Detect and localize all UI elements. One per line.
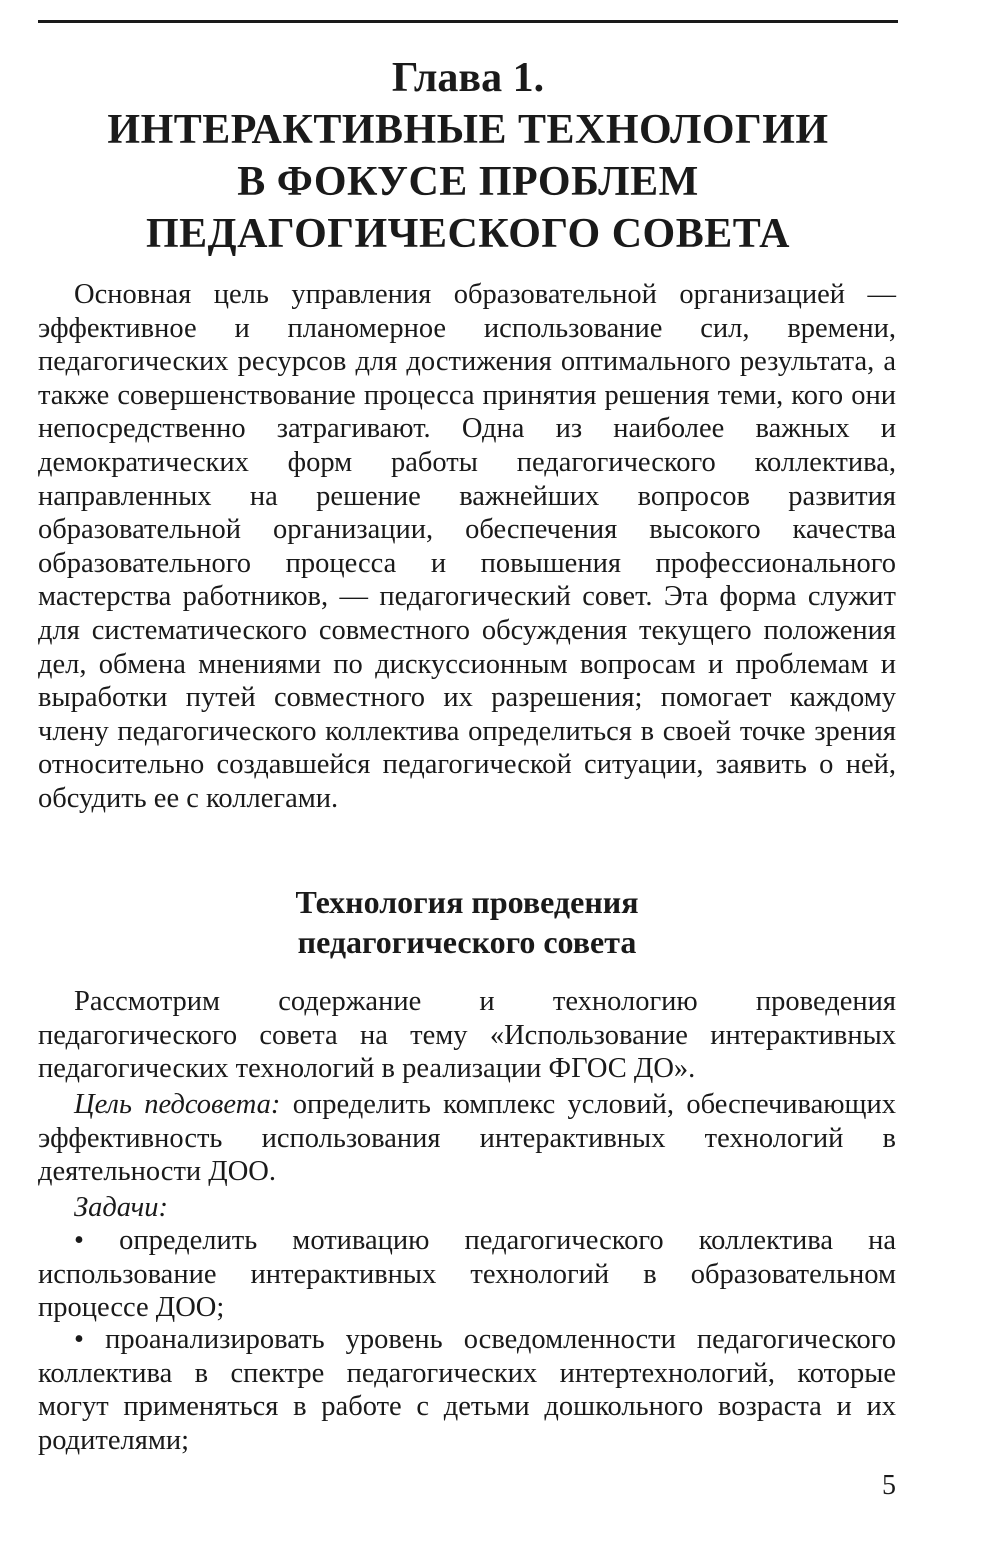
top-rule bbox=[38, 20, 898, 23]
goal-paragraph bbox=[38, 1088, 896, 1189]
chapter-heading bbox=[38, 52, 898, 260]
tasks-label: Задачи: bbox=[74, 1192, 168, 1223]
task-item: • проанализировать уровень осведомленности педагогического коллектива в спектре педагогических интертехнологий, которые могут применяться в работе с детьми дошкольного возраста и их родителями; bbox=[38, 1324, 896, 1456]
page-number: 5 bbox=[882, 1470, 896, 1501]
chapter-title-line: ИНТЕРАКТИВНЫЕ ТЕХНОЛОГИИ bbox=[107, 107, 829, 153]
goal-text: определить комплекс условий, обеспечивающих эффективность использования интерактивных технологий в деятельности ДОО. bbox=[38, 1089, 896, 1188]
task-item: • определить мотивацию педагогического коллектива на использование интерактивных технологий в образовательном процессе ДОО; bbox=[38, 1225, 896, 1324]
section-title-line: педагогического совета bbox=[297, 924, 637, 960]
consider-paragraph: Рассмотрим содержание и технологию проведения педагогического совета на тему «Использование интерактивных педагогических технологий в реализации ФГОС ДО». bbox=[38, 986, 896, 1085]
tasks-label-paragraph bbox=[38, 1191, 896, 1225]
intro-paragraph: Основная цель управления образовательной организацией — эффективное и планомерное использование сил, времени, педагогических ресурсов для достижения оптимального результата, а также совершенствование процесса принятия решения теми, кого они непосредственно затрагивают. Одна из наиболее важных и демократических форм работы педагогического коллектива, направленных на решение важнейших вопросов развития образовательной организации, обеспечения высокого качества образовательного процесса и повышения профессионального мастерства работников, — педагогический совет. Эта форма служит для систематического совместного обсуждения текущего положения дел, обмена мнениями по дискуссионным вопросам и проблемам и выработки путей совместного их разрешения; помогает каждому члену педагогического коллектива определиться в своей точке зрения относительно создавшейся педагогической ситуации, заявить о ней, обсудить ее с коллегами. bbox=[38, 279, 896, 814]
goal-label: Цель педсовета: bbox=[74, 1089, 281, 1120]
chapter-title-line: ПЕДАГОГИЧЕСКОГО СОВЕТА bbox=[145, 211, 790, 257]
chapter-number: Глава 1. bbox=[391, 55, 545, 101]
chapter-title-line: В ФОКУСЕ ПРОБЛЕМ bbox=[237, 159, 699, 205]
section-title-line: Технология проведения bbox=[295, 884, 639, 920]
section-heading bbox=[38, 882, 896, 962]
